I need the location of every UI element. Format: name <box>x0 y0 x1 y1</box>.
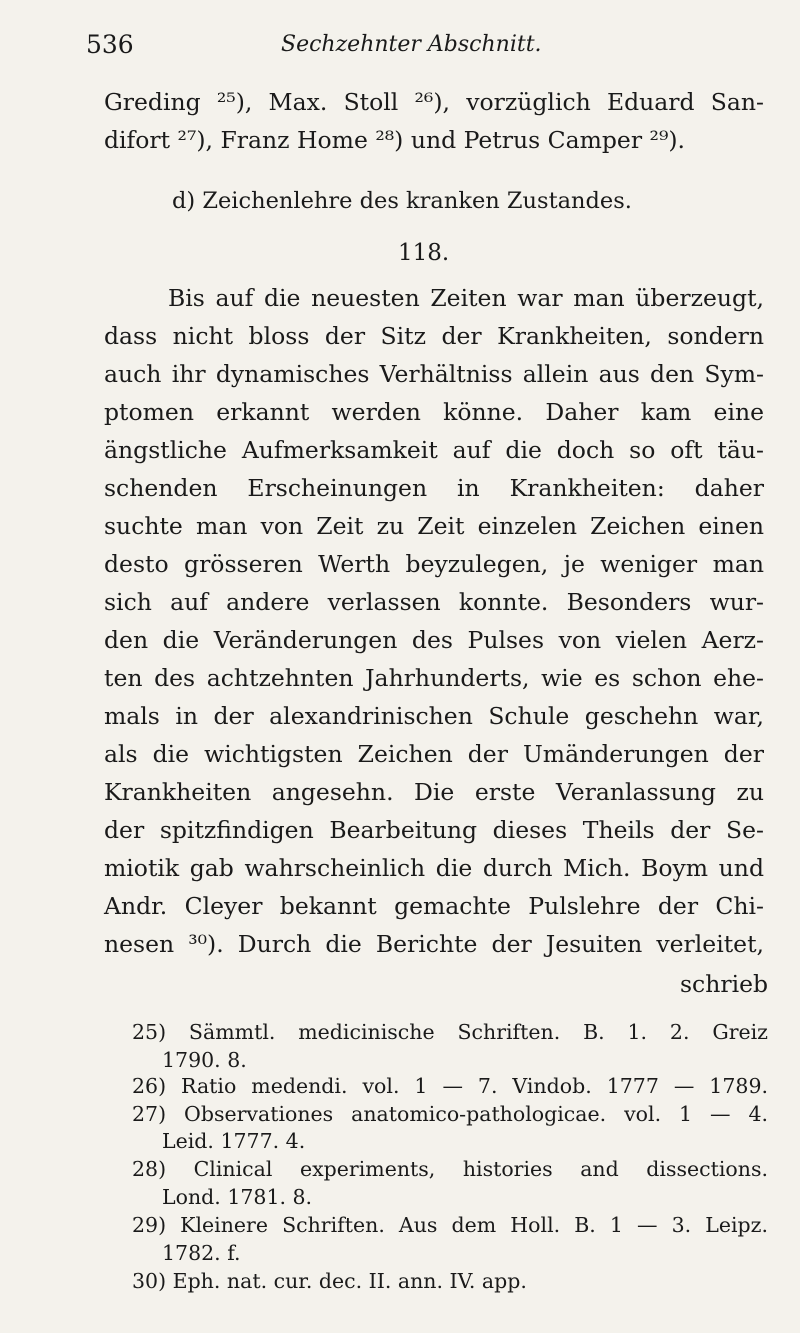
section-number: 118. <box>398 240 450 266</box>
page-header <box>86 28 766 68</box>
body-line: miotik gab wahrscheinlich die durch Mich. Boym und <box>104 854 764 882</box>
intro-line: difort ²⁷), Franz Home ²⁸) und Petrus Camper ²⁹). <box>104 126 686 154</box>
footnote: 28) Clinical experiments, histories and dissections. <box>132 1157 768 1181</box>
footnote: 30) Eph. nat. cur. dec. II. ann. IV. app. <box>132 1269 527 1293</box>
body-line: auch ihr dynamisches Verhältniss allein aus den Sym- <box>104 360 764 388</box>
body-line: Andr. Cleyer bekannt gemachte Pulslehre der Chi- <box>104 892 764 920</box>
running-head: Sechzehnter Abschnitt. <box>281 32 542 57</box>
body-line: der spitzfindigen Bearbeitung dieses Theils der Se- <box>104 816 764 844</box>
body-line: dass nicht bloss der Sitz der Krankheiten, sondern <box>104 322 764 350</box>
footnote-continuation: 1782. f. <box>162 1241 241 1265</box>
footnote: 29) Kleinere Schriften. Aus dem Holl. B. 1 — 3. Leipz. <box>132 1213 768 1237</box>
body-line: ten des achtzehnten Jahrhunderts, wie es schon ehe- <box>104 664 764 692</box>
body-line: desto grösseren Werth beyzulegen, je weniger man <box>104 550 764 578</box>
body-line: schenden Erscheinungen in Krankheiten: daher <box>104 474 764 502</box>
footnote: 25) Sämmtl. medicinische Schriften. B. 1. 2. Greiz <box>132 1020 768 1044</box>
body-line: mals in der alexandrinischen Schule geschehn war, <box>104 702 764 730</box>
intro-line: Greding ²⁵), Max. Stoll ²⁶), vorzüglich Eduard San- <box>104 88 764 116</box>
page-number: 536 <box>86 30 134 59</box>
body-line: als die wichtigsten Zeichen der Umänderungen der <box>104 740 764 768</box>
body-line: den die Veränderungen des Pulses von vielen Aerz- <box>104 626 764 654</box>
body-line: ptomen erkannt werden könne. Daher kam eine <box>104 398 764 426</box>
footnote: 27) Observationes anatomico-pathologicae. vol. 1 — 4. <box>132 1102 768 1126</box>
body-line: suchte man von Zeit zu Zeit einzelen Zeichen einen <box>104 512 764 540</box>
footnote: 26) Ratio medendi. vol. 1 — 7. Vindob. 1777 — 1789. <box>132 1074 768 1098</box>
section-heading: d) Zeichenlehre des kranken Zustandes. <box>172 188 632 214</box>
body-line: Bis auf die neuesten Zeiten war man überzeugt, <box>168 284 764 312</box>
body-line: ängstliche Aufmerksamkeit auf die doch so oft täu- <box>104 436 764 464</box>
body-line: sich auf andere verlassen konnte. Besonders wur- <box>104 588 764 616</box>
footnote-continuation: Leid. 1777. 4. <box>162 1129 306 1153</box>
footnote-continuation: Lond. 1781. 8. <box>162 1185 313 1209</box>
body-line: nesen ³⁰). Durch die Berichte der Jesuiten verleitet, <box>104 930 764 958</box>
footnote-continuation: 1790. 8. <box>162 1048 247 1072</box>
body-line: Krankheiten angesehn. Die erste Veranlassung zu <box>104 778 764 806</box>
catchword: schrieb <box>680 970 769 998</box>
